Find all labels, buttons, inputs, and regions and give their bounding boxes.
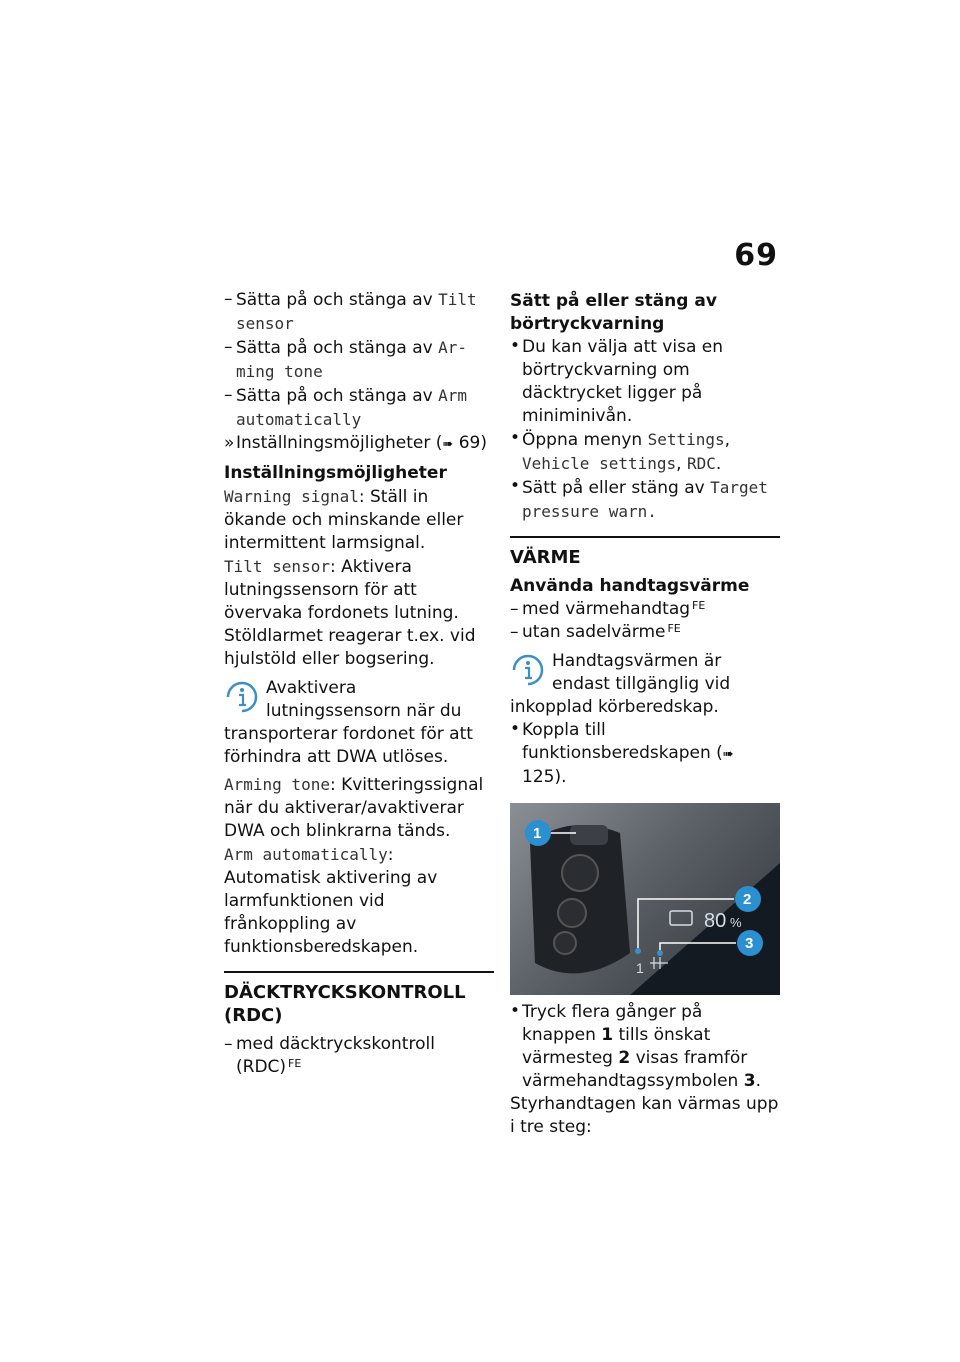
definition: Tilt sensor: Aktivera lutningssensorn för att övervaka fordonets lutning. Stöldlarmet reagerar t.ex. vid hjulstöld eller bogsering. bbox=[224, 557, 476, 669]
left-column bbox=[224, 288, 494, 1079]
sub-heading: Använda handtagsvärme bbox=[510, 576, 750, 596]
bullet-item: • Öppna menyn Settings, Vehicle settings, RDC. bbox=[510, 428, 731, 474]
list-item: – Sätta på och stänga av Tilt sensor bbox=[224, 289, 477, 333]
bullet-item: • Sätt på eller stäng av Target pressure warn. bbox=[510, 476, 768, 521]
heat-level: 1 bbox=[636, 960, 644, 976]
svg-text:1: 1 bbox=[533, 825, 542, 842]
figure-drawing bbox=[510, 803, 780, 995]
menu-code: Arm automatically bbox=[236, 386, 468, 429]
menu-code: Ar-ming tone bbox=[236, 338, 468, 381]
info-note: Handtagsvärmen är endast tillgänglig vid inkopplad körberedskap. bbox=[510, 651, 731, 717]
footnote-marker: FE bbox=[288, 1057, 302, 1070]
page-arrow-icon: ➠ bbox=[722, 747, 734, 762]
list-item: – Sätta på och stänga av Ar-ming tone bbox=[224, 337, 468, 381]
grip-heat-icon bbox=[670, 911, 692, 925]
definition: Warning signal: Ställ in ökande och minskande eller intermittent larmsignal. bbox=[224, 487, 464, 553]
list-item: – med värmehandtag $^{FE}$ bbox=[510, 599, 706, 619]
list-item: – utan sadelvärme $^{FE}$ bbox=[510, 622, 681, 642]
bullet-item: • Du kan välja att visa en börtryckvarning om däcktrycket ligger på miniminivån. bbox=[510, 336, 724, 426]
handlebar-figure bbox=[510, 803, 780, 995]
definition: Arm automatically: Automatisk aktivering av larmfunktionen vid frånkoppling av funktionsberedskapen. bbox=[224, 845, 438, 957]
heat-readout-value: 80 bbox=[704, 910, 727, 932]
menu-code: Tilt sensor bbox=[236, 290, 477, 333]
page-arrow-icon: ➠ bbox=[442, 437, 454, 452]
svg-text:3: 3 bbox=[745, 935, 754, 952]
list-item: – med däcktryckskontroll (RDC) $^{FE}$ bbox=[224, 1034, 435, 1077]
info-icon bbox=[510, 652, 546, 688]
definition: Arming tone: Kvitteringssignal när du aktiverar/avaktiverar DWA och blinkrarna tänds. bbox=[224, 775, 484, 841]
page-number: 69 bbox=[734, 238, 778, 273]
section-heading: Inställningsmöjligheter bbox=[224, 463, 447, 483]
bullet-item: • Tryck flera gånger på knappen 1 tills önskat värmesteg 2 visas framför värmehandtagssymbolen 3. bbox=[510, 1001, 761, 1091]
section-heading: Sätt på eller stäng av börtryckvarning bbox=[510, 291, 717, 334]
info-note: Avaktivera lutningssensorn när du transporterar fordonet för att förhindra att DWA utlöses. bbox=[224, 678, 473, 767]
cross-reference[interactable]: • Koppla till funktionsberedskapen (➠ 125). bbox=[510, 719, 734, 787]
section-title: DÄCKTRYCKSKONTROLL (RDC) bbox=[224, 971, 494, 1027]
right-column bbox=[510, 288, 780, 1139]
list-item: – Sätta på och stänga av Arm automatically bbox=[224, 385, 468, 429]
cross-reference[interactable]: » Inställningsmöjligheter (➠ 69) bbox=[224, 433, 487, 453]
heat-button bbox=[570, 825, 608, 845]
closing-text: Styrhandtagen kan värmas upp i tre steg: bbox=[510, 1094, 779, 1137]
heat-readout-unit: % bbox=[730, 915, 742, 930]
svg-text:2: 2 bbox=[743, 891, 752, 908]
info-icon bbox=[224, 679, 260, 715]
section-title: VÄRME bbox=[510, 536, 780, 569]
